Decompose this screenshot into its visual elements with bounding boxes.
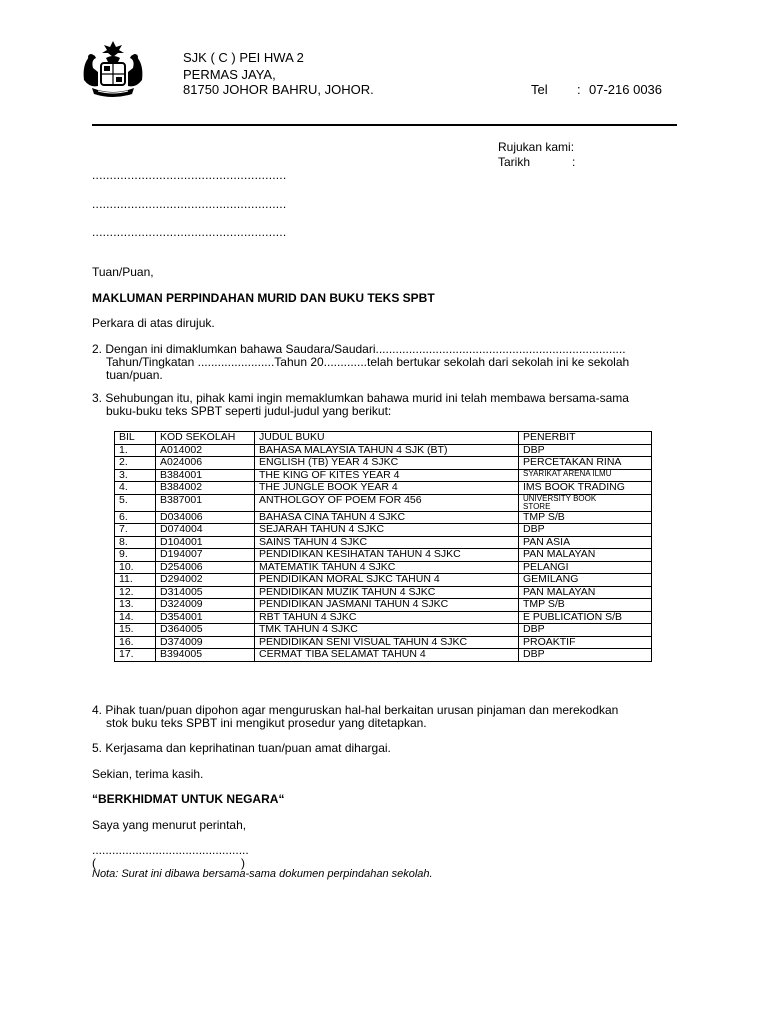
publisher: PAN ASIA [519,536,652,549]
table-row [115,536,652,549]
publisher: PROAKTIF [519,636,652,649]
textbook-table [114,431,652,662]
paragraph-4-line-2: stok buku teks SPBT ini mengikut prosedur yang ditetapkan. [106,716,427,730]
row-number: 16. [115,636,156,649]
school-code: D314005 [156,586,255,599]
header-divider [92,124,677,126]
publisher: DBP [519,524,652,537]
school-code: D074004 [156,524,255,537]
paragraph-2-line-2: Tahun/Tingkatan .......................Tahun 20.............telah bertukar sekolah dari sekolah ini ke sekolah [106,355,630,369]
signature-line: ............................................... [92,843,249,857]
book-title: BAHASA MALAYSIA TAHUN 4 SJK (BT) [255,444,519,457]
school-code: A024006 [156,457,255,470]
school-code: D364005 [156,624,255,637]
row-number: 17. [115,649,156,662]
publisher: DBP [519,649,652,662]
column-header-bil: BIL [115,432,156,445]
book-title: TMK TAHUN 4 SJKC [255,624,519,637]
school-code: B394005 [156,649,255,662]
book-title: THE KING OF KITES YEAR 4 [255,469,519,482]
publisher: TMP S/B [519,599,652,612]
column-header-kod-sekolah: KOD SEKOLAH [156,432,255,445]
school-code: D374009 [156,636,255,649]
paragraph-3-line-2: buku-buku teks SPBT seperti judul-judul yang berikut: [106,404,392,418]
paragraph-2-line-3: tuan/puan. [106,368,163,382]
row-number: 12. [115,586,156,599]
book-title: PENDIDIKAN JASMANI TAHUN 4 SJKC [255,599,519,612]
row-number: 1. [115,444,156,457]
recipient-line: ....................................................... [92,197,287,211]
school-code: B384001 [156,469,255,482]
row-number: 4. [115,482,156,495]
table-row [115,574,652,587]
school-code: D034006 [156,511,255,524]
name-close-paren: ) [241,856,245,870]
signature-intro: Saya yang menurut perintah, [92,818,247,832]
row-number: 15. [115,624,156,637]
book-title: PENDIDIKAN SENI VISUAL TAHUN 4 SJKC [255,636,519,649]
subject-heading: MAKLUMAN PERPINDAHAN MURID DAN BUKU TEKS SPBT [92,291,435,305]
table-row [115,561,652,574]
publisher: UNIVERSITY BOOK STORE [523,493,597,511]
row-number: 8. [115,536,156,549]
table-row [115,444,652,457]
address-line-1: PERMAS JAYA, [183,67,276,82]
row-number: 7. [115,524,156,537]
publisher-cell [519,469,652,482]
recipient-line: ....................................................... [92,168,287,182]
publisher: TMP S/B [519,511,652,524]
coat-of-arms-emblem [78,38,148,100]
publisher: PELANGI [519,561,652,574]
publisher-cell [519,494,652,511]
row-number: 14. [115,611,156,624]
book-title: RBT TAHUN 4 SJKC [255,611,519,624]
tel-separator: : [577,82,581,97]
book-title: ENGLISH (TB) YEAR 4 SJKC [255,457,519,470]
address-line-2: 81750 JOHOR BAHRU, JOHOR. [183,82,374,97]
table-row [115,624,652,637]
closing-line: Sekian, terima kasih. [92,767,204,781]
table-row [115,457,652,470]
paragraph-4-line-1: 4. Pihak tuan/puan dipohon agar menguruskan hal-hal berkaitan urusan pinjaman dan merekodkan [92,703,619,717]
book-title: SEJARAH TAHUN 4 SJKC [255,524,519,537]
table-row [115,511,652,524]
table-row [115,599,652,612]
row-number: 9. [115,549,156,562]
table-row [115,586,652,599]
row-number: 2. [115,457,156,470]
publisher: PAN MALAYAN [519,586,652,599]
school-code: D294002 [156,574,255,587]
book-title: PENDIDIKAN MORAL SJKC TAHUN 4 [255,574,519,587]
school-code: D324009 [156,599,255,612]
publisher: E PUBLICATION S/B [519,611,652,624]
publisher: IMS BOOK TRADING [519,482,652,495]
book-title: BAHASA CINA TAHUN 4 SJKC [255,511,519,524]
motto-close-quote: “ [278,792,285,806]
school-code: B387001 [156,494,255,511]
school-code: A014002 [156,444,255,457]
school-code: D254006 [156,561,255,574]
school-code: D194007 [156,549,255,562]
table-row [115,649,652,662]
school-code: D354001 [156,611,255,624]
row-number: 6. [115,511,156,524]
motto [92,792,284,806]
table-row [115,611,652,624]
paragraph-2-line-1: 2. Dengan ini dimaklumkan bahawa Saudara/Saudari........................................................................... [92,342,626,356]
motto-open-quote: “ [92,792,98,806]
publisher: GEMILANG [519,574,652,587]
recipient-line: ....................................................... [92,225,287,239]
table-row [115,549,652,562]
book-title: PENDIDIKAN KESIHATAN TAHUN 4 SJKC [255,549,519,562]
row-number: 13. [115,599,156,612]
tel-number: 07-216 0036 [589,82,663,97]
motto-text: BERKHIDMAT UNTUK NEGARA [98,792,279,806]
column-header-penerbit: PENERBIT [519,432,652,445]
school-code: D104001 [156,536,255,549]
table-row [115,636,652,649]
publisher: PERCETAKAN RINA [519,457,652,470]
book-title: CERMAT TIBA SELAMAT TAHUN 4 [255,649,519,662]
table-row [115,494,652,511]
book-title: THE JUNGLE BOOK YEAR 4 [255,482,519,495]
tel-label: Tel [531,82,548,97]
column-header-judul-buku: JUDUL BUKU [255,432,519,445]
table-row [115,469,652,482]
publisher: PAN MALAYAN [519,549,652,562]
salutation: Tuan/Puan, [92,265,154,279]
school-name: SJK ( C ) PEI HWA 2 [183,50,304,65]
book-title: ANTHOLGOY OF POEM FOR 456 [255,494,519,511]
reference-line: Perkara di atas dirujuk. [92,316,215,330]
publisher: DBP [519,444,652,457]
table-row [115,524,652,537]
row-number: 3. [115,469,156,482]
row-number: 10. [115,561,156,574]
publisher: DBP [519,624,652,637]
book-title: MATEMATIK TAHUN 4 SJKC [255,561,519,574]
tarikh-separator: : [572,155,576,169]
book-title: PENDIDIKAN MUZIK TAHUN 4 SJKC [255,586,519,599]
footnote: Nota: Surat ini dibawa bersama-sama dokumen perpindahan sekolah. [92,868,433,880]
row-number: 11. [115,574,156,587]
table-header-row [115,432,652,445]
paragraph-3-line-1: 3. Sehubungan itu, pihak kami ingin memaklumkan bahawa murid ini telah membawa bersama-sama [92,391,629,405]
table-row [115,482,652,495]
paragraph-5: 5. Kerjasama dan keprihatinan tuan/puan amat dihargai. [92,741,391,755]
school-code: B384002 [156,482,255,495]
name-open-paren: ( [92,856,96,870]
rujukan-label: Rujukan kami: [498,140,575,154]
publisher: SYARIKAT ARENA ILMU [523,468,612,478]
row-number: 5. [115,494,156,511]
tarikh-label: Tarikh [498,155,531,169]
book-title: SAINS TAHUN 4 SJKC [255,536,519,549]
